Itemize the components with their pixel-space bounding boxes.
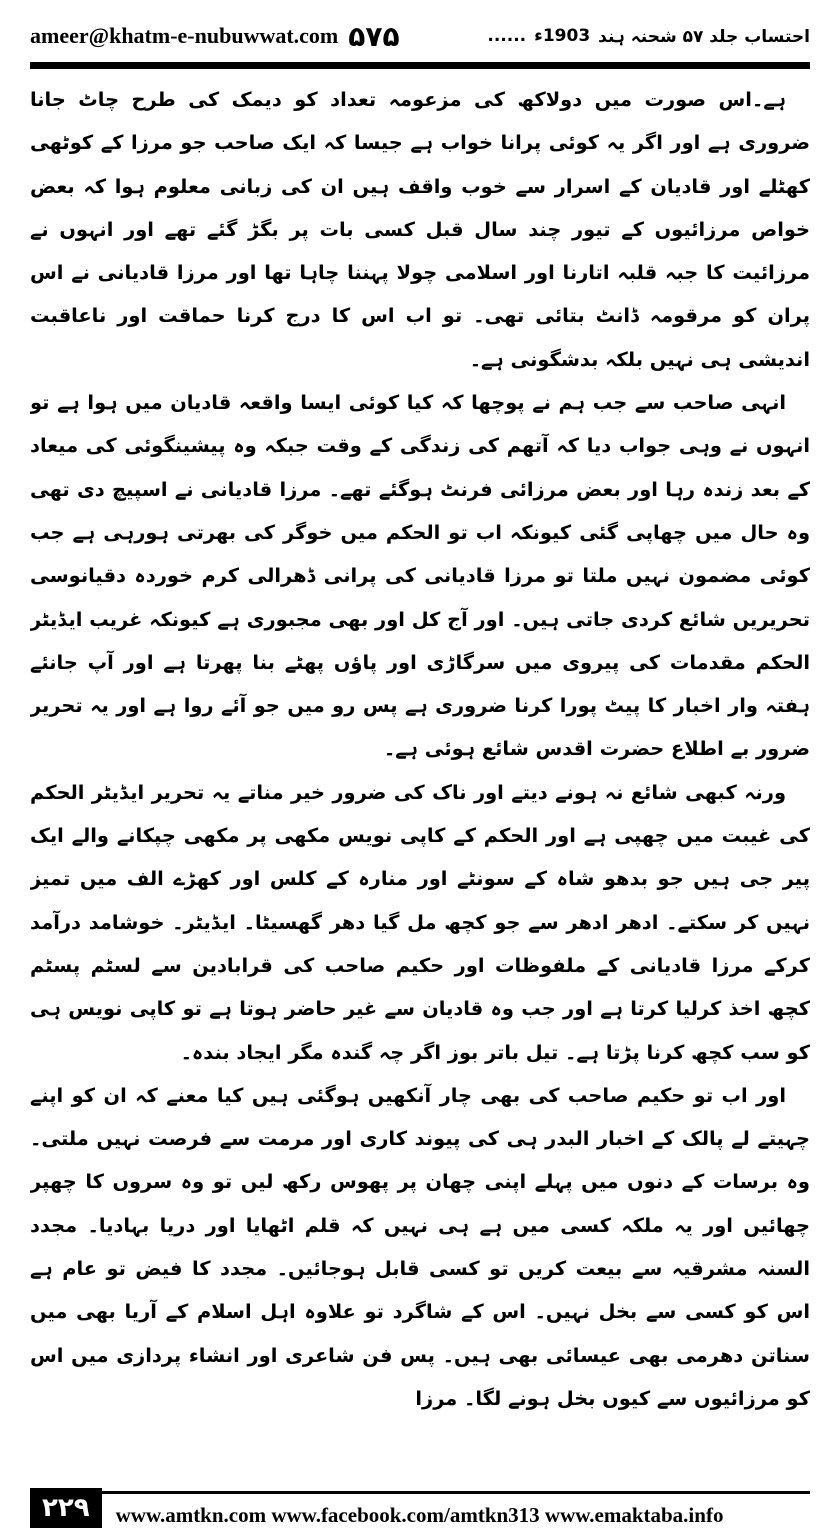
- paragraph: ہے۔اس صورت میں دولاکھ کی مزعومہ تعداد کو دیمک کی طرح چاٹ جانا ضروری ہے اور اگر یہ کوئی پرانا خواب ہے جیسا کہ ایک صاحب جو مرزا کے کوٹھی کھٹلے اور قادیان کے اسرار سے خوب واقف ہیں ان کی زبانی معلوم ہوا کہ بعض خواص مرزائیوں کے تیور چند سال قبل کسی بات پر بگڑ گئے تھے اور انہوں نے مرزائیت کا جبہ قلبہ اتارنا اور اسلامی چولا پہننا چاہا تھا اور مرزا قادیانی نے اس پران کو مرقومہ ڈانٹ بتائی تھی۔ تو اب اس کا درج کرنا حماقت اور ناعاقبت اندیشی ہی نہیں بلکہ بدشگونی ہے۔: [30, 88, 810, 371]
- page-footer: [30, 1493, 810, 1534]
- footer-rule: [100, 1491, 810, 1494]
- header-dots: ......: [487, 26, 527, 46]
- paragraph: اور اب تو حکیم صاحب کی بھی چار آنکھیں ہوگئی ہیں کیا معنے کہ ان کو اپنے چہیتے لے پالک کے اخبار البدر ہی کی پیوند کاری اور مرمت سے فرصت نہیں ملتی۔ وہ برسات کے دنوں میں پہلے اپنی چھان پر پھوس رکھ لیں تو وہ سروں کا چھپر چھائیں اور یہ ملکہ کسی میں ہے ہی نہیں کہ قلم اٹھایا اور دریا بہادیا۔ مجدد السنہ مشرقیہ سے بیعت کریں تو کسی قابل ہوجائیں۔ مجدد کا فیض تو عام ہے اس کو کسی سے بخل نہیں۔ اس کے شاگرد تو علاوہ اہل اسلام کے آریا بھی میں سناتن دھرمی بھی عیسائی بھی ہیں۔ پس فن شاعری اور انشاء پردازی میں اس کو مرزائیوں سے کیوں بخل ہونے لگا۔ مرزا: [30, 1083, 810, 1410]
- volume-page-number: ۵۷۵: [348, 19, 400, 53]
- paragraph: انہی صاحب سے جب ہم نے پوچھا کہ کیا کوئی ایسا واقعہ قادیان میں ہوا ہے تو انہوں نے وہی جواب دیا کہ آتھم کی زندگی کے وقت جبکہ وہ پیشینگوئی کی میعاد کے بعد زندہ رہا اور بعض مرزائی فرنٹ ہوگئے تھے۔ مرزا قادیانی نے اسپیچ دی تھی وہ حال میں چھاپی گئی کیونکہ اب تو الحکم میں خوگر کی بھرتی ہورہی ہے جب کوئی مضمون نہیں ملتا تو مرزا قادیانی کی پرانی ڈھرالی کرم خوردہ دقیانوسی تحریریں شائع کردی جاتی ہیں۔ اور آج کل اور بھی مجبوری ہے کیونکہ غریب ایڈیٹر الحکم مقدمات کی پیروی میں سرگاڑی اور پاؤں پھٹے بنا پھرتا ہے اور آپ جانئے ہفتہ وار اخبار کا پیٹ پورا کرنا ضروری ہے پس رو میں جو آئے روا ہے اور یہ تحریر ضرور بے اطلاع حضرت اقدس شائع ہوئی ہے۔: [30, 391, 810, 761]
- page-number-box: ۲۲۹: [30, 1488, 102, 1528]
- footer-websites: www.amtkn.com www.facebook.com/amtkn313 www.emaktaba.info: [115, 1502, 724, 1527]
- running-title: احتساب جلد ۵۷ شحنہ ہند: [598, 26, 810, 47]
- header-left: [30, 20, 400, 53]
- header-right: [487, 26, 810, 47]
- paragraph: ورنہ کبھی شائع نہ ہونے دیتے اور ناک کی ضرور خیر مناتے یہ تحریر ایڈیٹر الحکم کی غیبت میں چھپی ہے اور الحکم کے کاپی نویس مکھی پر مکھی چپکانے والے ایک پیر جی ہیں جو بدھو شاہ کے سونٹے اور منارہ کے کلس اور کھڑے الف میں تمیز نہیں کر سکتے۔ ادھر ادھر سے جو کچھ مل گیا دھر گھسیٹا۔ ایڈیٹر۔ خوشامد درآمد کرکے مرزا قادیانی کے ملفوظات اور حکیم صاحب کی قرابادین سے لسٹم پسٹم کچھ اخذ کرلیا کرتا ہے اور جب وہ قادیان سے غیر حاضر ہوتا ہے تو کاپی نویس ہی کو سب کچھ کرنا پڑتا ہے۔ تیل باتر بوز اگر چہ گندہ مگر ایجاد بندہ۔: [30, 780, 810, 1064]
- page-header: [30, 14, 810, 58]
- header-year: 1903ء: [534, 26, 591, 46]
- main-text: [30, 78, 810, 1440]
- header-rule: [30, 62, 810, 69]
- header-email: ameer@khatm-e-nubuwwat.com: [30, 23, 339, 48]
